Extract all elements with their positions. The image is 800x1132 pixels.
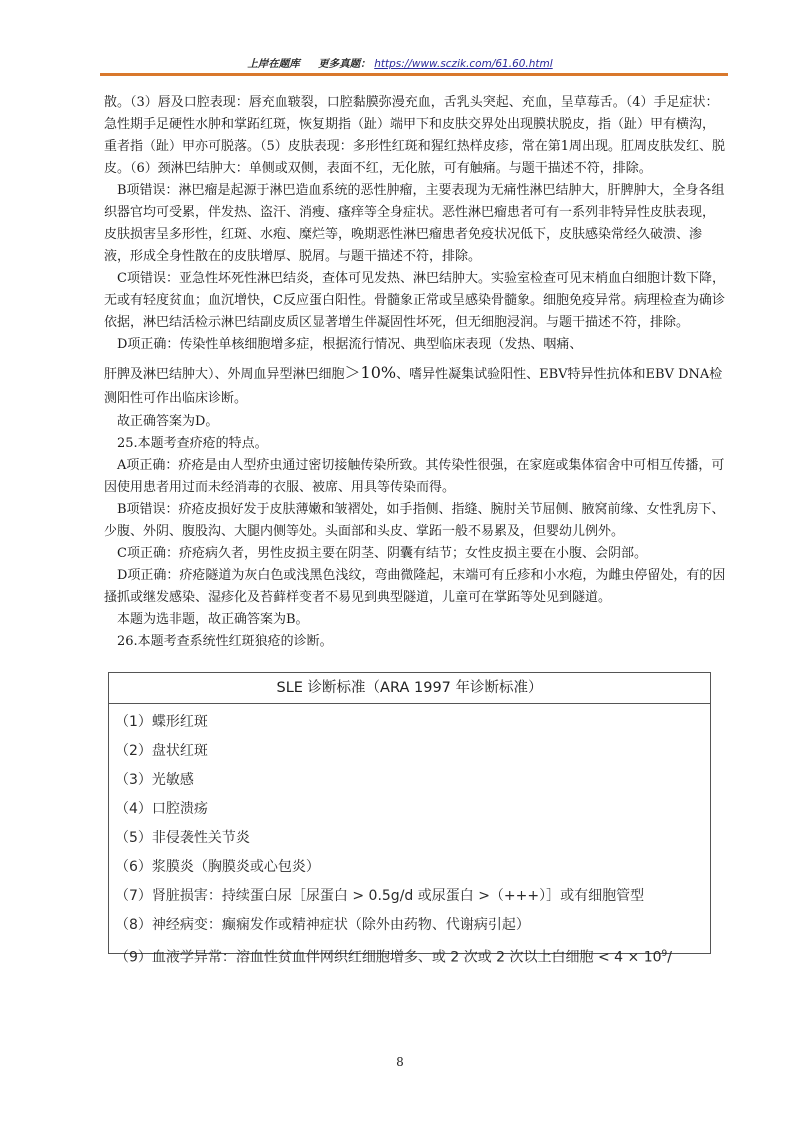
criterion-item: （4）口腔溃疡 (115, 801, 208, 817)
paragraph-a-continued: 散。（3）唇及口腔表现：唇充血皲裂，口腔黏膜弥漫充血，舌乳头突起、充血，呈草莓舌。（4）手足症状：急性期手足硬性水肿和掌跖红斑，恢复期指（趾）端甲下和皮肤交界处出现膜状脱皮，指（趾）甲有横沟，重者指（趾）甲亦可脱落。（5）皮肤表现：多形性红斑和猩红热样皮疹，常在第1周出现。肛周皮肤发红、脱皮。（6）颈淋巴结肿大：单侧或双侧，表面不红，无化脓，可有触痛。与题干描述不符，排除。 (104, 95, 726, 176)
paragraph-option-b: B项错误：淋巴瘤是起源于淋巴造血系统的恶性肿瘤，主要表现为无痛性淋巴结肿大，肝脾肿大，全身各组织器官均可受累，伴发热、盗汗、消瘦、瘙痒等全身症状。恶性淋巴瘤患者可有一系列非特异性皮肤表现，皮肤损害呈多形性，红斑、水疱、糜烂等，晚期恶性淋巴瘤患者免疫状况低下，皮肤感染常经久破溃、渗液，形成全身性散在的皮肤增厚、脱屑。与题干描述不符，排除。 (104, 183, 725, 264)
paragraph-option-c: C项错误：亚急性坏死性淋巴结炎，查体可见发热、淋巴结肿大。实验室检查可见末梢血白细胞计数下降，无或有轻度贫血；血沉增快，C反应蛋白阳性。骨髓象正常或呈感染骨髓象。细胞免疫异常。病理检查为确诊依据，淋巴结活检示淋巴结副皮质区显著增生伴凝固性坏死，但无细胞浸润。与题干描述不符，排除。 (104, 271, 725, 330)
page-header (0, 56, 800, 71)
paragraph-25-d: D项正确：疥疮隧道为灰白色或浅黑色浅纹，弯曲微隆起，末端可有丘疹和小水疱，为雌虫停留处，有的因搔抓或继发感染、湿疹化及苔藓样变者不易见到典型隧道，儿童可在掌跖等处见到隧道。 (104, 568, 726, 605)
criterion-item: （3）光敏感 (115, 772, 194, 788)
question-26-heading: 26.本题考查系统性红斑狼疮的诊断。 (117, 634, 333, 649)
option-d-text-2: 、嗜异性凝集试验阳性、EBV特异性抗体和EBV DNA检测阳性可作出临床诊断。 (104, 367, 723, 406)
paragraph-25-c: C项正确：疥疮病久者，男性皮损主要在阴茎、阴囊有结节；女性皮损主要在小腹、会阴部。 (117, 546, 647, 561)
criterion-item: （6）浆膜炎（胸膜炎或心包炎） (115, 859, 320, 875)
paragraph-option-d-continued (104, 356, 726, 411)
criterion-item-blood (115, 940, 710, 969)
paragraph-option-d: D项正确：传染性单核细胞增多症，根据流行情况、典型临床表现（发热、咽痛、 (117, 337, 583, 352)
criterion-item: （5）非侵袭性关节炎 (115, 830, 250, 846)
header-site-label: 上岸在题库 (247, 58, 300, 70)
question-25-heading: 25.本题考查疥疮的特点。 (117, 436, 268, 451)
page-number: 8 (396, 1055, 404, 1069)
criterion-item: （8）神经病变：癫痫发作或精神症状（除外由药物、代谢病引起） (115, 917, 530, 933)
exponent: 9 (661, 949, 668, 959)
header-link[interactable]: https://www.sczik.com/61.60.html (374, 58, 553, 70)
header-link-prefix: 更多真题： (318, 58, 371, 70)
header-rule (100, 73, 728, 76)
criterion-blood-tail: / (667, 949, 672, 966)
criterion-item: （7）肾脏损害：持续蛋白尿［尿蛋白 > 0.5g/d 或尿蛋白 >（+++）］或有细胞管型 (115, 888, 645, 904)
sle-criteria-list (109, 704, 710, 969)
option-d-percent: ＞10% (344, 363, 397, 382)
answer-25: 本题为选非题，故正确答案为B。 (117, 612, 309, 627)
criterion-item: （2）盘状红斑 (115, 743, 208, 759)
option-d-text-1: 肝脾及淋巴结肿大）、外周血异型淋巴细胞 (104, 367, 345, 382)
sle-table-title: SLE 诊断标准（ARA 1997 年诊断标准） (109, 673, 710, 704)
criterion-item: （1）蝶形红斑 (115, 714, 208, 730)
document-body (104, 92, 726, 653)
answer-24: 故正确答案为D。 (117, 414, 219, 429)
paragraph-25-b: B项错误：疥疮皮损好发于皮肤薄嫩和皱褶处，如手指侧、指缝、腕肘关节屈侧、腋窝前缘、女性乳房下、少腹、外阴、腹股沟、大腿内侧等处。头面部和头皮、掌跖一般不易累及，但婴幼儿例外。 (104, 502, 725, 539)
criterion-blood-text: （9）血液学异常：溶血性贫血伴网织红细胞增多、或 2 次或 2 次以上白细胞 < 4 × 10 (115, 949, 662, 966)
paragraph-25-a: A项正确：疥疮是由人型疥虫通过密切接触传染所致。其传染性很强，在家庭或集体宿舍中可相互传播，可因使用患者用过而未经消毒的衣服、被席、用具等传染而得。 (104, 458, 725, 495)
